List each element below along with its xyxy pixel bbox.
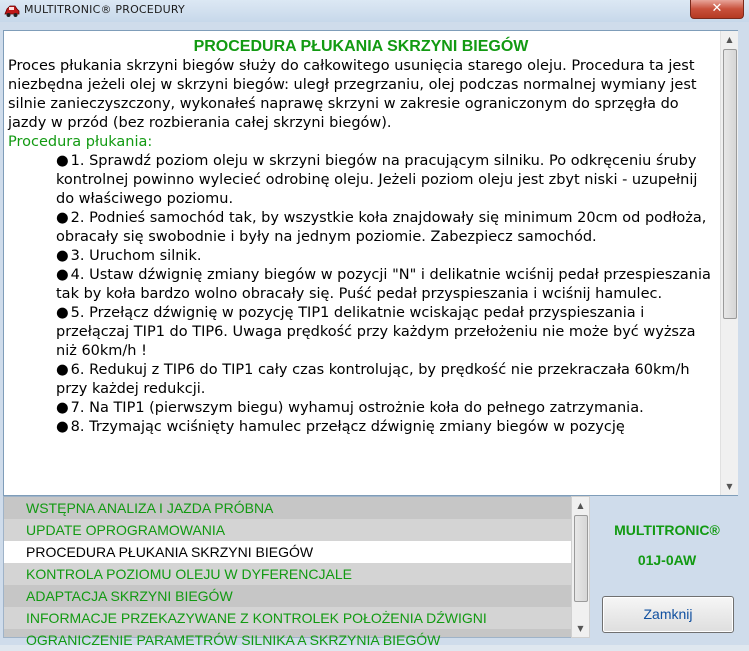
menu-item[interactable]: PROCEDURA PŁUKANIA SKRZYNI BIEGÓW: [4, 541, 571, 563]
menu-item[interactable]: WSTĘPNA ANALIZA I JAZDA PRÓBNA: [26, 500, 274, 516]
procedure-step: [56, 152, 716, 209]
procedure-menu: [3, 496, 572, 648]
window-close-button[interactable]: [690, 0, 744, 19]
close-button[interactable]: Zamknij: [602, 596, 734, 633]
scroll-thumb[interactable]: [723, 49, 737, 319]
procedure-step-text: 1. Sprawdź poziom oleju w skrzyni biegów na pracującym silniku. Po odkręceniu śruby kontrolnej powinno wylecieć odrobinę oleju. Jeżeli poziom oleju jest zbyt niski - uzupełnij do właściwego poziomu.: [56, 153, 698, 207]
procedure-step: [56, 399, 716, 418]
menu-scroll-up-button[interactable]: ▲: [572, 497, 589, 514]
close-icon: ✕: [711, 1, 723, 16]
procedure-step: [56, 266, 716, 304]
window-title: MULTITRONIC® PROCEDURY: [24, 3, 185, 16]
bullet-icon: ●: [56, 362, 69, 378]
menu-item[interactable]: INFORMACJE PRZEKAZYWANE Z KONTROLEK POŁOŻENIA DŹWIGNI: [4, 607, 571, 629]
document-title: PROCEDURA PŁUKANIA SKRZYNI BIEGÓW: [193, 38, 529, 55]
scroll-down-button[interactable]: ▼: [721, 478, 738, 495]
procedure-step: [56, 304, 716, 361]
car-icon: [4, 3, 20, 18]
right-panel: [592, 496, 742, 636]
procedure-step: [56, 209, 716, 247]
brand-name: MULTITRONIC®: [614, 522, 720, 538]
procedure-step: [56, 247, 716, 266]
menu-item[interactable]: OGRANICZENIE PARAMETRÓW SILNIKA A SKRZYNIA BIEGÓW: [26, 632, 441, 648]
menu-scrollbar[interactable]: [571, 496, 590, 638]
menu-scroll-down-button[interactable]: ▼: [572, 620, 589, 637]
bullet-icon: ●: [56, 400, 69, 416]
procedure-step: [56, 361, 716, 399]
procedure-step: [56, 418, 716, 437]
scroll-up-button[interactable]: ▲: [721, 31, 738, 48]
bullet-icon: ●: [56, 153, 69, 169]
menu-item[interactable]: KONTROLA POZIOMU OLEJU W DYFERENCJALE: [4, 563, 571, 585]
title-bar[interactable]: [0, 0, 749, 23]
bullet-icon: ●: [56, 305, 69, 321]
bullet-icon: ●: [56, 210, 69, 226]
document-scrollbar[interactable]: [720, 31, 738, 495]
menu-item[interactable]: ADAPTACJA SKRZYNI BIEGÓW: [26, 588, 233, 604]
procedure-label: Procedura płukania:: [8, 134, 153, 150]
menu-item[interactable]: UPDATE OPROGRAMOWANIA: [4, 519, 571, 541]
procedure-step-text: 5. Przełącz dźwignię w pozycję TIP1 delikatnie wciskając pedał przyspieszania i przełączaj TIP1 do TIP6. Uwaga prędkość przy każdym przełożeniu nie może być wyższa niż 60km/h !: [56, 305, 696, 359]
document-view[interactable]: [3, 30, 738, 496]
bullet-icon: ●: [56, 267, 69, 283]
bullet-icon: ●: [56, 248, 69, 264]
procedure-steps: [4, 152, 718, 437]
procedure-step-text: 6. Redukuj z TIP6 do TIP1 cały czas kontrolując, by prędkość nie przekraczała 60km/h przy każdej redukcji.: [56, 362, 690, 397]
menu-scroll-thumb[interactable]: [574, 515, 588, 602]
document-intro: Proces płukania skrzyni biegów służy do całkowitego usunięcia starego oleju. Procedura ta jest niezbędna jeżeli olej w skrzyni biegów: uległ przegrzaniu, olej podczas normalnej wymiany jest silnie zanieczyszczony, wykonałeś naprawę skrzyni w zakresie ograniczonym do sprzęgła do jazdy w przód (bez rozbierania całej skrzyni biegów).: [8, 58, 697, 131]
gearbox-code: 01J-0AW: [637, 552, 697, 568]
procedure-step-text: 8. Trzymając wciśnięty hamulec przełącz dźwignię zmiany biegów w pozycję: [70, 419, 625, 435]
procedure-step-text: 4. Ustaw dźwignię zmiany biegów w pozycji "N" i delikatnie wciśnij pedał przespieszania tak by koła bardzo wolno obracały się. Puść pedał przyspieszania i wciśnij hamulec.: [56, 267, 711, 302]
procedure-step-text: 7. Na TIP1 (pierwszym biegu) wyhamuj ostrożnie koła do pełnego zatrzymania.: [70, 400, 644, 416]
bullet-icon: ●: [56, 419, 69, 435]
procedure-step-text: 3. Uruchom silnik.: [70, 248, 202, 264]
document-text-area: [4, 31, 718, 495]
procedure-step-text: 2. Podnieś samochód tak, by wszystkie koła znajdowały się minimum 20cm od podłoża, obracały się swobodnie i były na jednym poziomie. Zabezpiecz samochód.: [56, 210, 707, 245]
